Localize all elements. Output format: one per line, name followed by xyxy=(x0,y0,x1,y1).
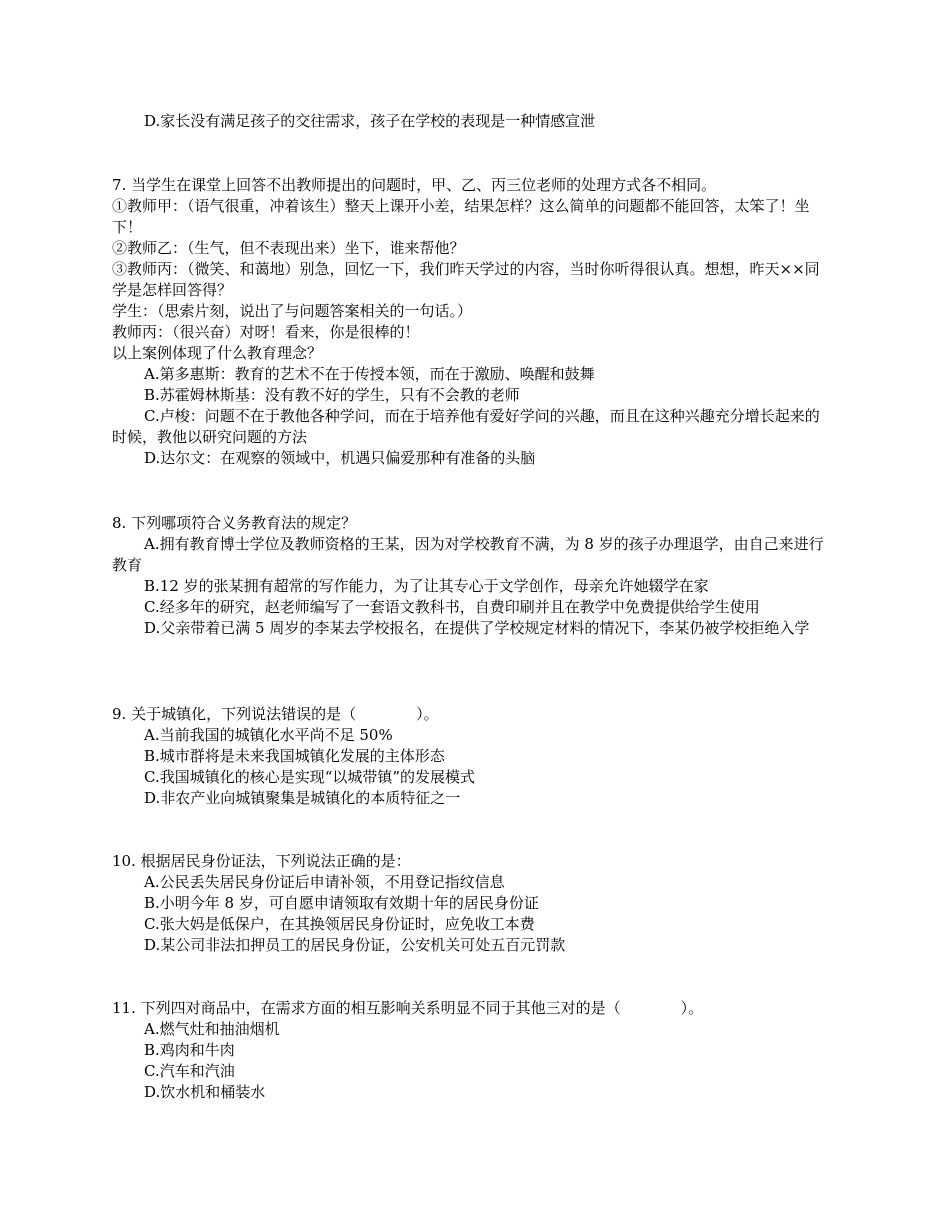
q10-option-c: C.张大妈是低保户，在其换领居民身份证时，应免收工本费 xyxy=(144,915,535,933)
q10-option-a: A.公民丢失居民身份证后申请补领，不用登记指纹信息 xyxy=(144,873,505,891)
q11-option-b: B.鸡肉和牛肉 xyxy=(144,1041,235,1059)
q7-option-b: B.苏霍姆林斯基：没有教不好的学生，只有不会教的老师 xyxy=(144,386,520,404)
q11-option-d: D.饮水机和桶装水 xyxy=(144,1083,266,1101)
q7-teacher-b: ②教师乙：（生气，但不表现出来）坐下，谁来帮他？ xyxy=(112,239,465,257)
q7-option-c: C.卢梭：问题不在于教他各种学问，而在于培养他有爱好学问的兴趣，而且在这种兴趣充分增长起来的时候，教他以研究问题的方法 xyxy=(112,407,820,446)
q7-student: 学生：（思索片刻，说出了与问题答案相关的一句话。） xyxy=(112,302,473,320)
q10-option-d: D.某公司非法扣押员工的居民身份证，公安机关可处五百元罚款 xyxy=(144,936,566,954)
q11-option-a: A.燃气灶和抽油烟机 xyxy=(144,1020,280,1038)
q7-question: 以上案例体现了什么教育理念？ xyxy=(112,344,323,362)
q9-stem: 9. 关于城镇化，下列说法错误的是（ ）。 xyxy=(112,705,439,723)
q9-option-d: D.非农产业向城镇聚集是城镇化的本质特征之一 xyxy=(144,789,461,807)
question-7 xyxy=(112,175,834,469)
q8-option-a: A.拥有教育博士学位及教师资格的王某，因为对学校教育不满，为 8 岁的孩子办理退学，由自己来进行教育 xyxy=(112,535,824,574)
q6-option-d: D.家长没有满足孩子的交往需求，孩子在学校的表现是一种情感宣泄 xyxy=(144,112,596,130)
q11-stem: 11. 下列四对商品中，在需求方面的相互影响关系明显不同于其他三对的是（ ）。 xyxy=(112,999,704,1017)
q7-option-d: D.达尔文：在观察的领域中，机遇只偏爱那种有准备的头脑 xyxy=(144,449,536,467)
question-9 xyxy=(112,704,834,809)
q7-stem: 7. 当学生在课堂上回答不出教师提出的问题时，甲、乙、丙三位老师的处理方式各不相同。 xyxy=(112,176,717,194)
q8-option-c: C.经多年的研究，赵老师编写了一套语文教科书，自费印刷并且在教学中免费提供给学生使用 xyxy=(144,598,760,616)
q9-option-b: B.城市群将是未来我国城镇化发展的主体形态 xyxy=(144,747,445,765)
question-10 xyxy=(112,851,834,956)
question-6-tail xyxy=(112,111,834,132)
q7-teacher-c-reply: 教师丙：（很兴奋）对呀！看来，你是很棒的！ xyxy=(112,323,420,341)
q7-teacher-a: ①教师甲：（语气很重，冲着该生）整天上课开小差，结果怎样？这么简单的问题都不能回答，太笨了！坐下！ xyxy=(112,197,810,236)
q8-stem: 8. 下列哪项符合义务教育法的规定？ xyxy=(112,514,357,532)
q10-option-b: B.小明今年 8 岁，可自愿申请领取有效期十年的居民身份证 xyxy=(144,894,539,912)
q8-option-b: B.12 岁的张某拥有超常的写作能力，为了让其专心于文学创作，母亲允许她辍学在家 xyxy=(144,577,709,595)
q9-option-c: C.我国城镇化的核心是实现“以城带镇”的发展模式 xyxy=(144,768,476,786)
q10-stem: 10. 根据居民身份证法，下列说法正确的是： xyxy=(112,852,411,870)
question-11 xyxy=(112,998,834,1103)
q8-option-d: D.父亲带着已满 5 周岁的李某去学校报名，在提供了学校规定材料的情况下，李某仍被学校拒绝入学 xyxy=(144,619,810,637)
q7-option-a: A.第多惠斯：教育的艺术不在于传授本领，而在于激励、唤醒和鼓舞 xyxy=(144,365,595,383)
q9-option-a: A.当前我国的城镇化水平尚不足 50% xyxy=(144,726,393,744)
q7-teacher-c: ③教师丙：（微笑、和蔼地）别急，回忆一下，我们昨天学过的内容，当时你听得很认真。想想，昨天××同学是怎样回答得？ xyxy=(112,260,820,299)
q11-option-c: C.汽车和汽油 xyxy=(144,1062,235,1080)
question-8 xyxy=(112,513,834,639)
